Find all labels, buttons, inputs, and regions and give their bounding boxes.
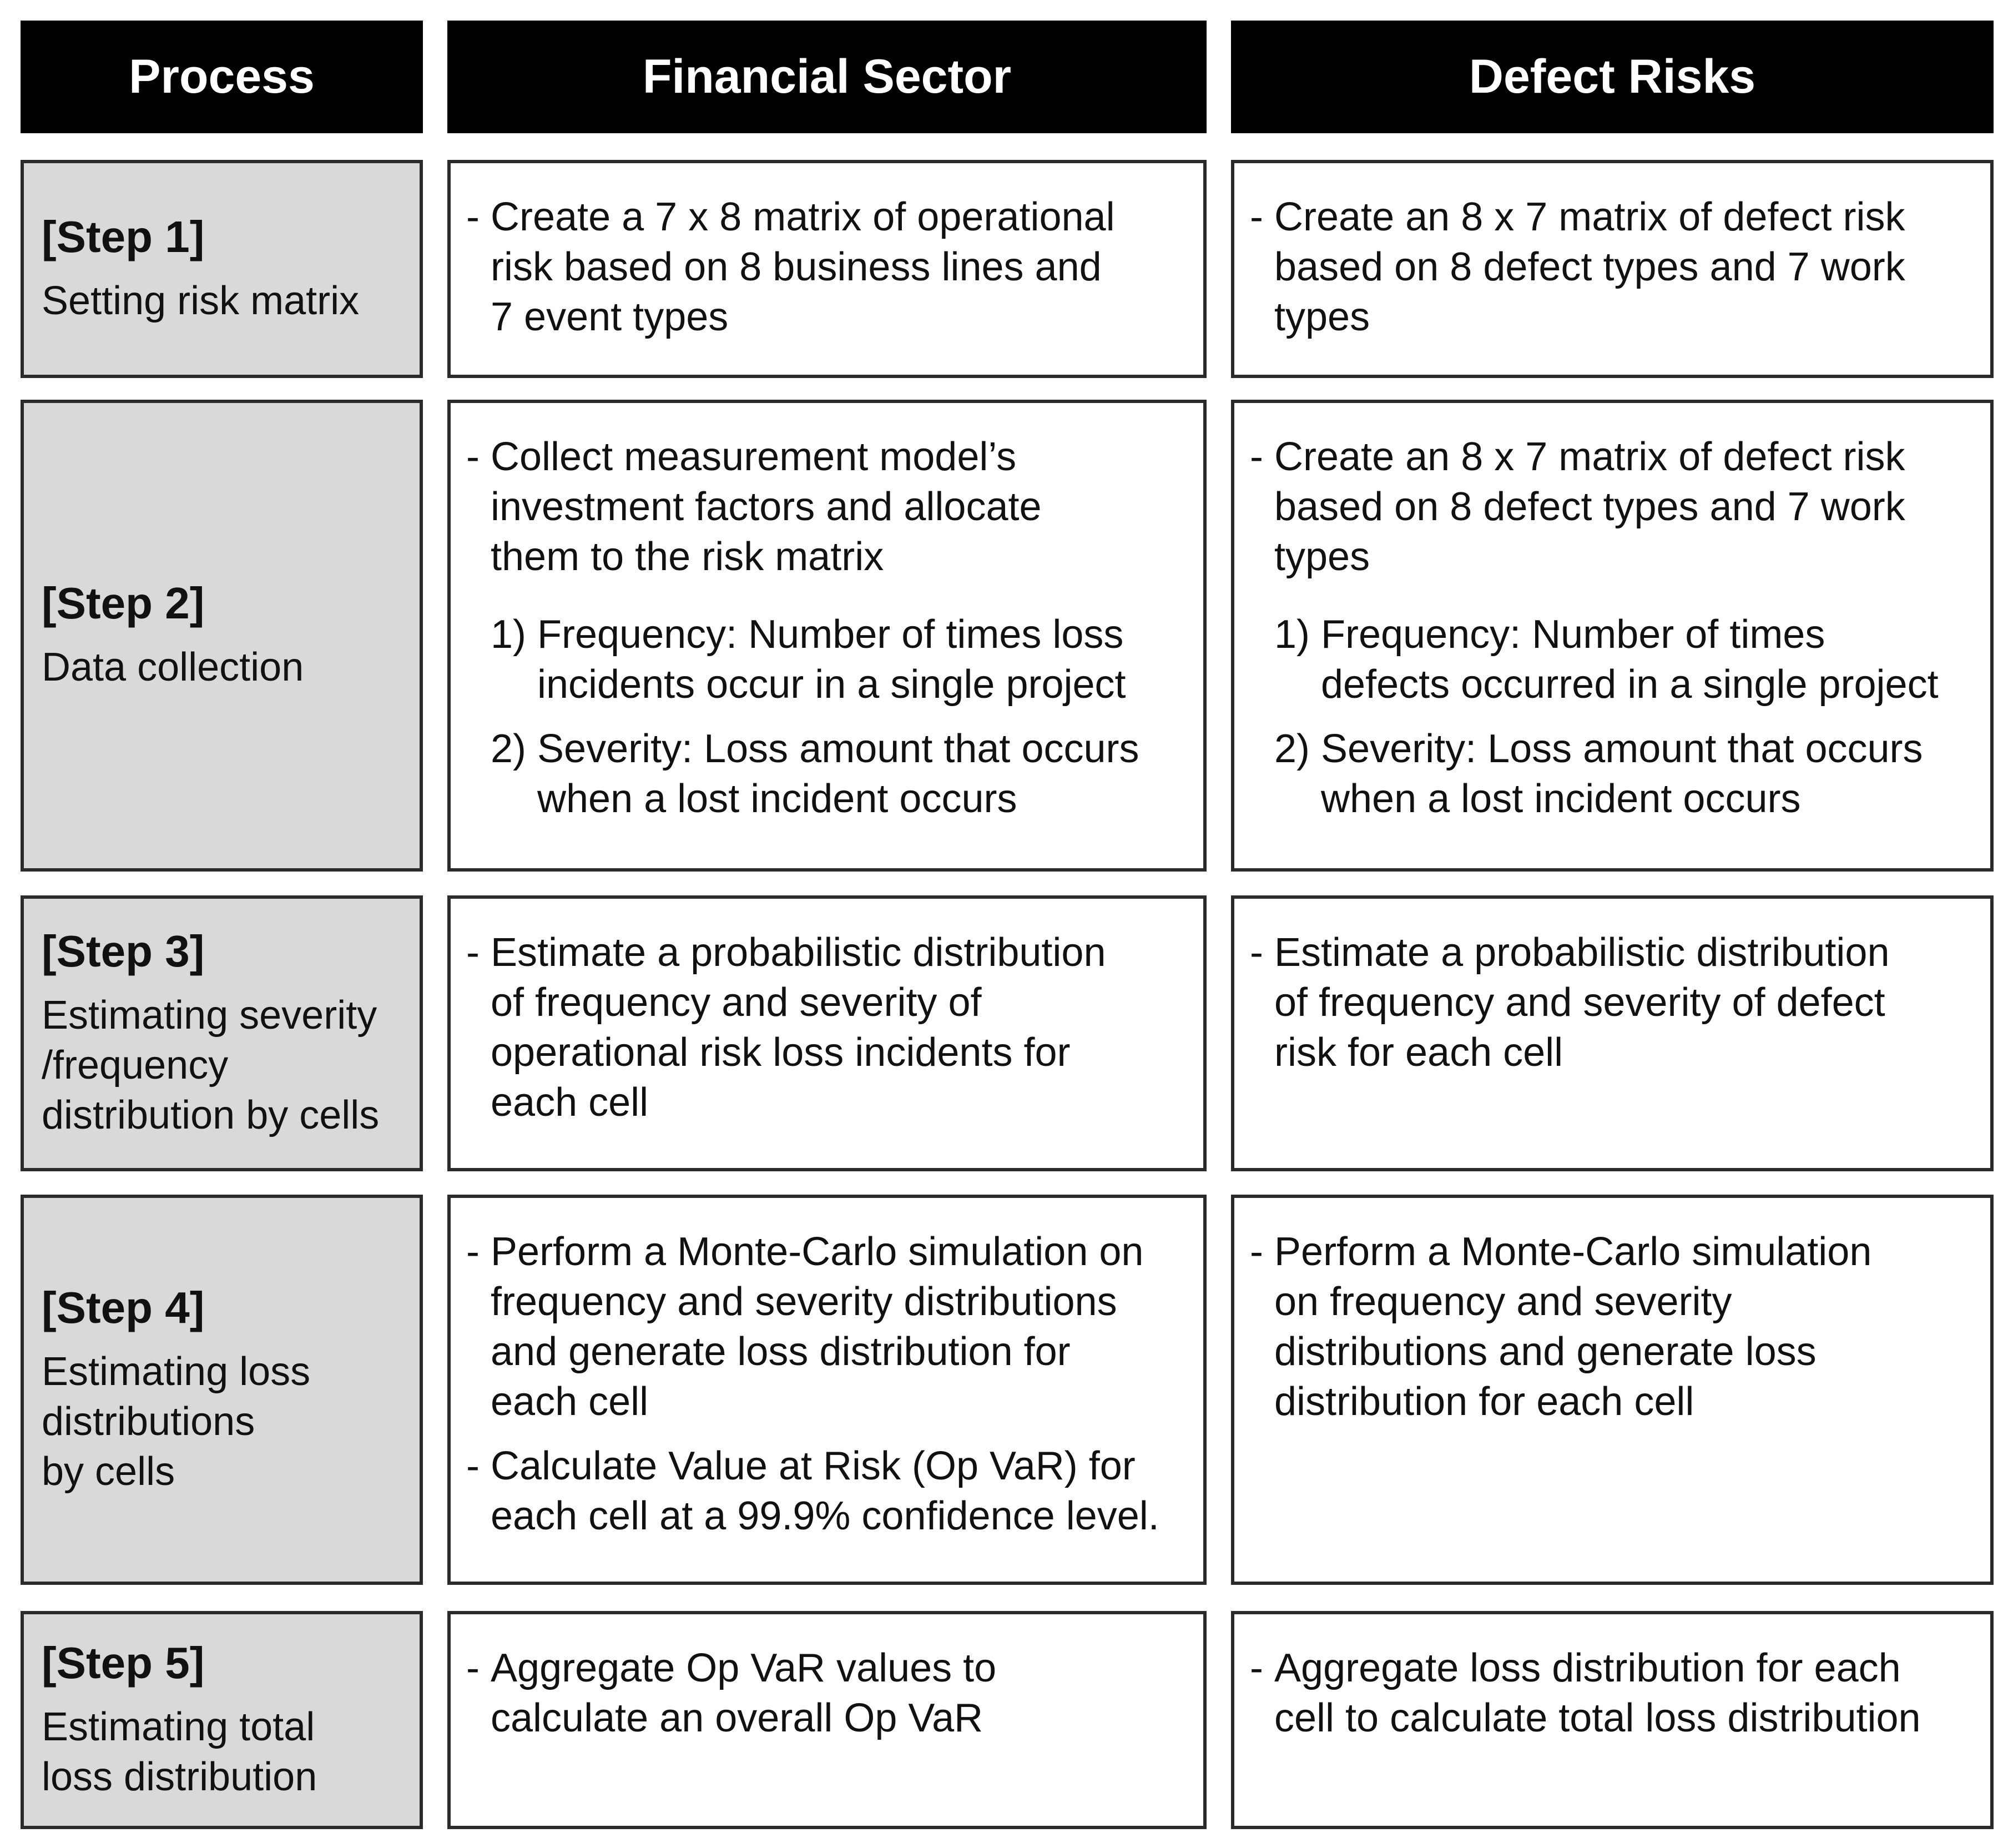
header-defect-risks: Defect Risks (1231, 21, 1994, 133)
financial-step-2-box (447, 400, 1207, 872)
defect-step-2-bullet: - Create an 8 x 7 matrix of defect risk based on 8 defect types and 7 work types (1250, 435, 1905, 579)
step-4-box (21, 1195, 423, 1585)
step-5-box (21, 1611, 423, 1829)
step-2-label: [Step 2] (42, 578, 205, 628)
financial-step-4-box (447, 1195, 1207, 1585)
financial-step-5-bullet: - Aggregate Op VaR values to calculate an overall Op VaR (466, 1646, 997, 1740)
step-3-box (21, 895, 423, 1171)
financial-step-3-bullet: - Estimate a probabilistic distribution of frequency and severity of operational risk loss incidents for each cell (466, 930, 1106, 1125)
defect-step-1-bullet: - Create an 8 x 7 matrix of defect risk based on 8 defect types and 7 work types (1250, 195, 1905, 339)
header-financial-sector: Financial Sector (447, 21, 1207, 133)
financial-step-4-bullet-1: - Perform a Monte-Carlo simulation on frequency and severity distributions and generate loss distribution for each cell (466, 1230, 1144, 1424)
financial-step-3-box (447, 895, 1207, 1171)
financial-step-2-item-2: 2) Severity: Loss amount that occurs when a lost incident occurs (491, 727, 1139, 821)
defect-step-3-bullet: - Estimate a probabilistic distribution of frequency and severity of defect risk for each cell (1250, 930, 1890, 1075)
step-3-label: [Step 3] (42, 926, 205, 976)
financial-step-2-bullet: - Collect measurement model’s investment factors and allocate them to the risk matrix (466, 435, 1042, 579)
step-3-name: Estimating severity /frequency distribution by cells (42, 993, 380, 1137)
defect-step-4-bullet: - Perform a Monte-Carlo simulation on frequency and severity distributions and generate loss distribution for each cell (1250, 1230, 1872, 1424)
step-5-name: Estimating total loss distribution (42, 1704, 317, 1799)
defect-step-2-box (1231, 400, 1994, 872)
defect-step-5-box (1231, 1611, 1994, 1829)
step-2-box (21, 400, 423, 872)
defect-step-2-item-2: 2) Severity: Loss amount that occurs when a lost incident occurs (1274, 727, 1923, 821)
step-1-box (21, 160, 423, 378)
step-5-label: [Step 5] (42, 1638, 205, 1688)
header-process: Process (21, 21, 423, 133)
step-1-name: Setting risk matrix (42, 278, 360, 323)
step-2-name: Data collection (42, 645, 304, 689)
defect-step-5-bullet: - Aggregate loss distribution for each cell to calculate total loss distribution (1250, 1646, 1921, 1740)
defect-step-1-box (1231, 160, 1994, 378)
step-1-label: [Step 1] (42, 212, 205, 261)
defect-step-2-item-1: 1) Frequency: Number of times defects occurred in a single project (1274, 612, 1939, 707)
financial-step-1-box (447, 160, 1207, 378)
financial-step-2-item-1: 1) Frequency: Number of times loss incidents occur in a single project (491, 612, 1126, 707)
financial-step-4-bullet-2: - Calculate Value at Risk (Op VaR) for each cell at a 99.9% confidence level. (466, 1444, 1159, 1538)
step-4-label: [Step 4] (42, 1282, 205, 1332)
defect-step-3-box (1231, 895, 1994, 1171)
financial-step-1-bullet: - Create a 7 x 8 matrix of operational risk based on 8 business lines and 7 event types (466, 195, 1115, 339)
step-4-name: Estimating loss distributions by cells (42, 1349, 311, 1494)
defect-step-4-box (1231, 1195, 1994, 1585)
financial-step-5-box (447, 1611, 1207, 1829)
